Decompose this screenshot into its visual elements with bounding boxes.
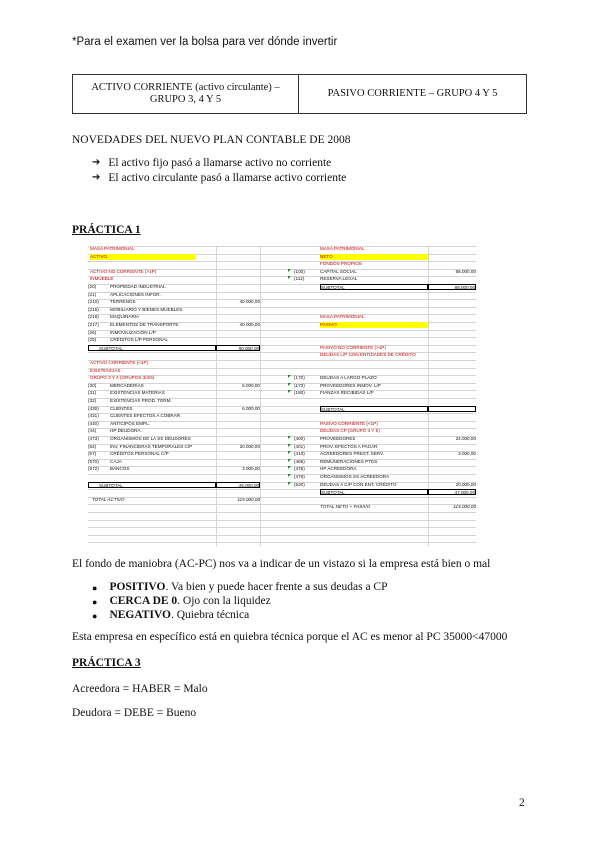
balance-line-label: BANCOS	[110, 466, 130, 472]
balance-pc-sub: DEUDAS CP (GRUPO 4 Y 5)	[320, 428, 380, 434]
balance-anc-title: ACTIVO NO CORRIENTE (>1P)	[90, 268, 157, 274]
grid-line	[260, 246, 261, 546]
balance-line-label: TERRENOS	[110, 299, 136, 305]
balance-line-label: INV. FINANCIERAS TEMPORALES C/P	[110, 443, 193, 449]
comment-marker-icon	[288, 436, 291, 439]
balance-line-code: (44)	[88, 428, 97, 434]
header-cell-activo	[73, 75, 299, 113]
balance-line-amount	[216, 428, 260, 434]
balance-line-code: (32)	[88, 398, 97, 403]
balance-line-amount: 68.000,00	[455, 268, 476, 274]
header-cell-activo-line1: ACTIVO CORRIENTE (activo circulante) –	[91, 82, 280, 93]
balance-activo-label: ACTIVO	[90, 254, 196, 260]
balance-line-amount	[428, 383, 476, 389]
balance-subtotal-label: SUBTOTAL	[88, 345, 216, 351]
deudora-text: Deudora = DEBE = Bueno	[72, 707, 197, 719]
balance-line-code: (465)	[294, 458, 305, 464]
balance-line-amount: 20.000,00	[455, 481, 476, 487]
balance-masa-label: MASA PATRIMONIAL	[90, 246, 135, 251]
comment-marker-icon	[288, 482, 291, 485]
balance-line-label: DEUDAS A LARGO PLAZO	[320, 375, 377, 381]
balance-pnc-title: PASIVO NO CORRIENTE (>1P)	[320, 344, 386, 350]
bullet-item	[92, 581, 388, 595]
balance-line-label: ORGANISMOS SS ACREEDORA	[320, 474, 390, 479]
bullet-item	[92, 609, 249, 623]
balance-line-code: (180)	[294, 390, 305, 396]
balance-line-amount: 40.000,00	[239, 322, 260, 327]
balance-line-amount	[216, 398, 260, 404]
balance-line-amount	[428, 390, 476, 396]
balance-line-amount: 3.000,00	[458, 451, 476, 457]
comment-marker-icon	[288, 459, 291, 462]
balance-line-label: CLIENTES	[110, 405, 133, 411]
balance-ac-title: ACTIVO CORRIENTE (<1P)	[90, 360, 149, 365]
balance-line-code: (54)	[88, 443, 97, 449]
balance-line-code: (476)	[294, 474, 305, 479]
bullet-bold: NEGATIVO	[109, 609, 171, 621]
balance-line-label: ELEMENTOS DE TRANSPORTE	[110, 322, 179, 327]
balance-subtotal-amount: 47.000,00	[428, 489, 476, 495]
balance-pc-title: PASIVO CORRIENTE (<1P)	[320, 420, 378, 426]
balance-line-code: (520)	[294, 481, 305, 487]
balance-subtotal-label: SUBTOTAL	[320, 489, 428, 495]
balance-line-code: (216)	[88, 306, 99, 312]
grid-line	[88, 527, 476, 528]
balance-total-label: TOTAL ACTIVO	[92, 496, 125, 502]
balance-pasivo-label: PASIVO	[320, 322, 428, 328]
balance-line-amount	[428, 375, 476, 381]
comment-marker-icon	[288, 451, 291, 454]
header-table	[72, 74, 527, 114]
balance-line-amount: 3.000,00	[242, 466, 260, 472]
balance-line-amount: 20.000,00	[239, 443, 260, 449]
balance-line-amount	[216, 307, 260, 313]
balance-line-code: (570)	[88, 458, 99, 464]
balance-line-code: (218)	[88, 314, 99, 320]
balance-line-amount	[428, 459, 476, 465]
balance-line-amount: 24.000,00	[455, 436, 476, 441]
balance-line-amount	[428, 276, 476, 282]
balance-line-label: ORGANISMOS DE LA SS DEUDORES	[110, 436, 191, 441]
balance-ac-sub: GRUPO 3 Y 4 (GRUPOS 3/4/5)	[90, 375, 155, 381]
balance-line-label: CRÉDITOS L/P PERSONAL	[110, 337, 169, 343]
acreedora-text: Acreedora = HABER = Malo	[72, 683, 208, 695]
balance-line-label: EXISTENCIAS PROD. TERM.	[110, 398, 172, 403]
balance-line-amount	[216, 436, 260, 442]
balance-subtotal-amount: 80.000,00	[216, 345, 260, 351]
balance-line-amount	[216, 292, 260, 298]
balance-total-amount: 115.000,00	[237, 496, 260, 502]
balance-neto-label: NETO	[320, 254, 428, 260]
comment-marker-icon	[288, 269, 291, 272]
balance-line-amount	[428, 444, 476, 450]
balance-line-amount: 40.000,00	[239, 299, 260, 305]
balance-line-code: (20)	[88, 284, 97, 289]
page-number: 2	[519, 797, 525, 809]
balance-masa-label: MASA PATRIMONIAL	[320, 246, 365, 251]
practica3-title: PRÁCTICA 3	[72, 657, 141, 669]
balance-line-amount	[216, 330, 260, 336]
balance-line-code: (572)	[88, 466, 99, 472]
novedades-item	[92, 172, 346, 184]
balance-line-label: PROV. EFECTOS A PAGAR	[320, 443, 378, 449]
balance-line-label: FIANZAS RECIBIDAS L/P	[320, 390, 374, 396]
balance-line-amount: 6.000,00	[242, 382, 260, 388]
balance-line-label: HP DEUDORA	[110, 428, 141, 434]
novedades-title: NOVEDADES DEL NUEVO PLAN CONTABLE DE 2008	[72, 134, 351, 146]
balance-subtotal-label: SUBTOTAL	[320, 284, 428, 290]
comment-marker-icon	[288, 466, 291, 469]
balance-line-label: REMUNERACIONES PTES.	[320, 458, 379, 464]
novedades-item	[92, 157, 331, 169]
balance-line-amount	[216, 390, 260, 396]
balance-subtotal-amount: 35.000,00	[216, 482, 260, 488]
balance-line-label: CRÉDITOS PERSONAL C/P	[110, 451, 169, 457]
balance-subtotal-label: SUBTOTAL	[88, 482, 216, 488]
balance-line-label: CAJA	[110, 458, 122, 464]
balance-line-label: PROPIEDAD INDUSTRIAL	[110, 284, 166, 289]
balance-line-code: (21)	[88, 291, 97, 297]
grid-line	[88, 535, 476, 536]
balance-line-label: DEUDAS A C/P CON ENT. CRÉDITO	[320, 481, 397, 487]
bullet-icon: ●	[92, 611, 98, 621]
balance-line-amount	[216, 314, 260, 320]
balance-line-amount	[216, 451, 260, 457]
balance-total-label: TOTAL NETO + PASIVO	[320, 504, 371, 510]
balance-line-code: (473)	[88, 436, 99, 441]
comment-marker-icon	[288, 383, 291, 386]
balance-line-label: APLICACIONES INFOR.	[110, 291, 161, 297]
comment-marker-icon	[288, 444, 291, 447]
bullet-bold: CERCA DE 0	[109, 595, 178, 607]
balance-line-amount	[216, 421, 260, 427]
balance-line-label: ANTICIPOS EMPL.	[110, 420, 150, 426]
balance-masa-label: MASA PATRIMONIAL	[320, 314, 365, 320]
balance-line-label: CAPITAL SOCIAL	[320, 268, 357, 274]
balance-line-code: (25)	[88, 337, 97, 343]
comment-marker-icon	[288, 474, 291, 477]
balance-line-code: (30)	[88, 382, 97, 388]
grid-line	[88, 512, 476, 513]
arrow-icon: ➔	[92, 172, 101, 183]
balance-line-code: (26)	[88, 329, 97, 335]
balance-line-code: (217)	[88, 322, 99, 327]
balance-line-label: RESERVA LEGAL	[320, 276, 358, 282]
balance-inm-label: INMUEBLE	[90, 276, 114, 282]
balance-line-code: (173)	[294, 382, 305, 388]
bullet-rest: . Ojo con la liquidez	[177, 595, 271, 607]
balance-subtotal-amount: 68.000,00	[428, 284, 476, 290]
balance-line-code: (400)	[294, 436, 305, 441]
header-cell-pasivo: PASIVO CORRIENTE – GRUPO 4 Y 5	[327, 88, 498, 99]
balance-total-amount: 115.000,00	[453, 504, 476, 510]
balance-line-label: HP ACREEDORA	[320, 466, 357, 472]
practica1-title: PRÁCTICA 1	[72, 224, 141, 236]
balance-neto-sub: FONDOS PROPIOS	[320, 261, 362, 267]
bullet-icon: ●	[92, 583, 98, 593]
balance-line-code: (210)	[88, 299, 99, 305]
balance-line-label: ACREEDORES PREST. SERV.	[320, 451, 385, 457]
balance-pnc-sub: DEUDAS L/P CON ENTIDADES DE CRÉDITO	[320, 352, 416, 358]
balance-line-amount	[428, 466, 476, 472]
balance-line-label: MOBILIARIO Y BIENES MUEBLES	[110, 306, 183, 312]
balance-subtotal-label: SUBTOTAL	[320, 406, 428, 412]
balance-line-label: INMOVILIZACIÓN L/P	[110, 329, 156, 335]
balance-line-label: CLIENTES EFECTOS A COBRAR	[110, 413, 181, 419]
balance-line-amount	[216, 284, 260, 290]
empresa-text: Esta empresa en específico está en quiebra técnica porque el AC es menor al PC 35000<47000	[72, 631, 508, 643]
balance-line-label: MAQUINARIA	[110, 314, 140, 320]
novedades-item-text: El activo fijo pasó a llamarse activo no corriente	[108, 157, 332, 169]
bullet-icon: ●	[92, 597, 98, 607]
balance-ac-sub: EXISTENCIAS	[90, 367, 121, 373]
balance-line-code: (475)	[294, 466, 305, 472]
balance-line-code: (100)	[294, 268, 305, 274]
fondo-maniobra-text: El fondo de maniobra (AC-PC) nos va a indicar de un vistazo si la empresa está bien o mal	[72, 558, 491, 570]
balance-line-code: (430)	[88, 405, 99, 411]
balance-line-label: PROVEEDORES INMOV. L/P	[320, 382, 381, 388]
top-note: *Para el examen ver la bolsa para ver dónde invertir	[72, 36, 338, 48]
grid-line	[88, 520, 476, 521]
balance-line-code: (410)	[294, 451, 305, 457]
balance-line-amount	[216, 459, 260, 465]
balance-line-amount	[216, 413, 260, 419]
balance-line-amount: 6.000,00	[242, 405, 260, 411]
balance-line-label: PROVEEDORES	[320, 436, 356, 441]
bullet-rest: . Quiebra técnica	[170, 609, 250, 621]
balance-line-label: EXISTENCIAS MATERIAS	[110, 390, 165, 396]
bullet-rest: . Va bien y puede hacer frente a sus deudas a CP	[165, 581, 388, 593]
balance-line-label: MERCADERÍAS	[110, 382, 144, 388]
balance-line-code: (57)	[88, 451, 97, 457]
comment-marker-icon	[288, 276, 291, 279]
arrow-icon: ➔	[92, 157, 101, 168]
balance-line-code: (431)	[88, 413, 99, 419]
balance-line-code: (401)	[294, 443, 305, 449]
bullet-bold: POSITIVO	[109, 581, 166, 593]
balance-sheet-image	[88, 246, 476, 546]
grid-line	[88, 542, 476, 543]
balance-line-code: (112)	[294, 276, 305, 282]
balance-line-code: (31)	[88, 390, 97, 396]
novedades-item-text: El activo circulante pasó a llamarse activo corriente	[108, 172, 347, 184]
balance-line-code: (440)	[88, 420, 99, 426]
bullet-item	[92, 595, 271, 609]
balance-line-code: (170)	[294, 375, 305, 381]
comment-marker-icon	[288, 390, 291, 393]
header-cell-activo-line2: GRUPO 3, 4 Y 5	[149, 94, 222, 105]
balance-line-amount	[428, 474, 476, 480]
balance-subtotal-amount	[428, 406, 476, 412]
comment-marker-icon	[288, 375, 291, 378]
balance-line-amount	[216, 337, 260, 343]
